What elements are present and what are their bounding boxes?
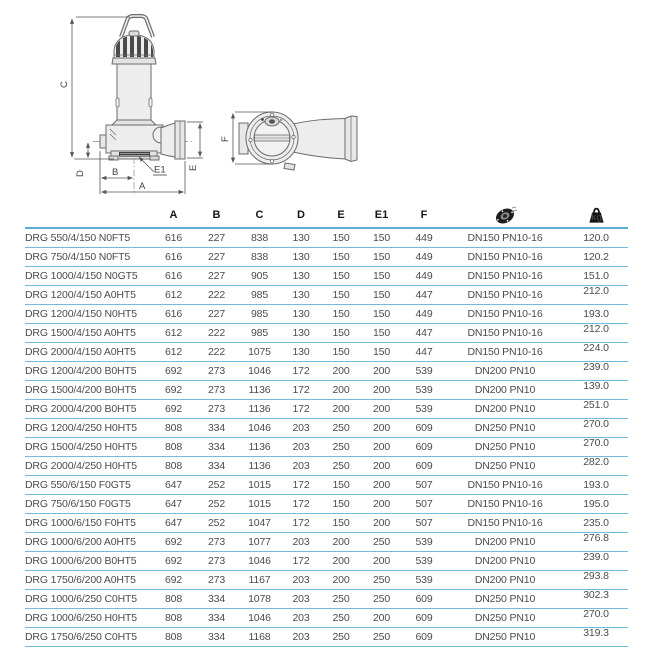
motor-body (117, 64, 151, 120)
dim-b-cell: 222 (195, 324, 238, 343)
table-row (25, 609, 628, 628)
dim-label-c: C (59, 81, 70, 88)
pump-front-view-drawing (213, 95, 378, 200)
dim-e-cell: 250 (321, 609, 361, 628)
dim-d-cell: 130 (281, 343, 321, 362)
flange-cell: DN250 PN10 (446, 628, 564, 647)
dim-e1-cell: 200 (361, 400, 402, 419)
flange-cell: DN200 PN10 (446, 362, 564, 381)
table-row (25, 495, 628, 514)
flange-cell: DN150 PN10-16 (446, 495, 564, 514)
weight-cell: 319.3 (564, 628, 628, 647)
dim-f-cell: 539 (402, 552, 446, 571)
col-header-flange (446, 203, 564, 228)
dim-e1-cell: 250 (361, 571, 402, 590)
dim-e1-cell: 150 (361, 267, 402, 286)
dimensions-table (25, 203, 628, 647)
model-cell: DRG 1200/4/200 B0HT5 (25, 362, 152, 381)
dim-f-cell: 449 (402, 248, 446, 267)
dim-d-cell: 203 (281, 419, 321, 438)
table-row (25, 248, 628, 267)
flange-cell: DN200 PN10 (446, 381, 564, 400)
weight-cell: 193.0 (564, 305, 628, 324)
dim-e1-cell: 250 (361, 590, 402, 609)
dim-c-cell: 1046 (238, 552, 281, 571)
flange-cell: DN150 PN10-16 (446, 343, 564, 362)
flange-cell: DN250 PN10 (446, 438, 564, 457)
model-cell: DRG 1500/4/200 B0HT5 (25, 381, 152, 400)
model-cell: DRG 1000/6/200 A0HT5 (25, 533, 152, 552)
dim-b-cell: 273 (195, 533, 238, 552)
dim-b-cell: 222 (195, 343, 238, 362)
dim-d-cell: 130 (281, 228, 321, 248)
dim-b-cell: 227 (195, 248, 238, 267)
model-cell: DRG 1200/4/150 N0HT5 (25, 305, 152, 324)
dim-b-cell: 227 (195, 267, 238, 286)
flange-cell: DN150 PN10-16 (446, 324, 564, 343)
dim-e-cell: 200 (321, 381, 361, 400)
dim-a-cell: 647 (152, 514, 195, 533)
dim-c-cell: 1136 (238, 457, 281, 476)
dim-a-cell: 616 (152, 228, 195, 248)
table-row (25, 628, 628, 647)
weight-cell: 251.0 (564, 400, 628, 419)
dim-d-cell: 130 (281, 305, 321, 324)
flange-cell: DN150 PN10-16 (446, 248, 564, 267)
dim-a-cell: 808 (152, 628, 195, 647)
dim-d-cell: 203 (281, 609, 321, 628)
dim-e1-cell: 200 (361, 457, 402, 476)
dim-b-cell: 273 (195, 400, 238, 419)
col-header-e1: E1 (361, 203, 402, 228)
table-row (25, 571, 628, 590)
dim-b-cell: 252 (195, 476, 238, 495)
dim-d-cell: 172 (281, 552, 321, 571)
table-row (25, 552, 628, 571)
dim-c-cell: 1047 (238, 514, 281, 533)
dim-e-cell: 250 (321, 628, 361, 647)
flange-cell: DN250 PN10 (446, 419, 564, 438)
dim-e-cell: 250 (321, 419, 361, 438)
pump-side-view-drawing (30, 8, 230, 203)
weight-cell: 239.0 (564, 362, 628, 381)
dim-e-cell: 150 (321, 495, 361, 514)
table-row (25, 438, 628, 457)
flange-cell: DN150 PN10-16 (446, 476, 564, 495)
dim-c-cell: 1078 (238, 590, 281, 609)
dim-f-cell: 609 (402, 590, 446, 609)
dim-d-cell: 130 (281, 286, 321, 305)
col-header-c: C (238, 203, 281, 228)
casing-lug (284, 163, 295, 170)
dim-f-cell: 609 (402, 457, 446, 476)
dim-e-cell: 150 (321, 324, 361, 343)
dim-f-cell: 507 (402, 476, 446, 495)
dim-a-cell: 808 (152, 419, 195, 438)
dim-a-cell: 647 (152, 476, 195, 495)
dim-e1-cell: 150 (361, 305, 402, 324)
weight-cell: 139.0 (564, 381, 628, 400)
dim-b-cell: 227 (195, 305, 238, 324)
model-cell: DRG 1000/6/250 C0HT5 (25, 590, 152, 609)
dim-b-cell: 273 (195, 381, 238, 400)
dim-b-cell: 273 (195, 571, 238, 590)
model-cell: DRG 2000/4/150 A0HT5 (25, 343, 152, 362)
dim-c-cell: 985 (238, 324, 281, 343)
kg-weight-icon (587, 206, 606, 225)
table-row (25, 286, 628, 305)
dim-f-cell: 447 (402, 286, 446, 305)
model-cell: DRG 1750/6/200 A0HT5 (25, 571, 152, 590)
weight-cell: 282.0 (564, 457, 628, 476)
flange-cell: DN200 PN10 (446, 400, 564, 419)
dim-b-cell: 273 (195, 362, 238, 381)
weight-cell: 293.8 (564, 571, 628, 590)
dim-e1-cell: 200 (361, 609, 402, 628)
dim-c-cell: 838 (238, 248, 281, 267)
dim-b-cell: 222 (195, 286, 238, 305)
col-header-f: F (402, 203, 446, 228)
dim-d-cell: 172 (281, 400, 321, 419)
dim-a-cell: 612 (152, 286, 195, 305)
weight-cell: 212.0 (564, 324, 628, 343)
col-header-weight (564, 203, 628, 228)
table-row (25, 419, 628, 438)
dim-e1-cell: 200 (361, 476, 402, 495)
flange-cell: DN250 PN10 (446, 457, 564, 476)
dim-d-cell: 172 (281, 362, 321, 381)
dim-b-cell: 273 (195, 552, 238, 571)
dim-label-d: D (75, 170, 86, 177)
dim-c-cell: 1046 (238, 419, 281, 438)
table-row (25, 267, 628, 286)
dim-c-cell: 1077 (238, 533, 281, 552)
dim-e-cell: 200 (321, 571, 361, 590)
dim-f-cell: 539 (402, 381, 446, 400)
dim-f-cell: 539 (402, 362, 446, 381)
model-cell: DRG 550/6/150 F0GT5 (25, 476, 152, 495)
flange-cell: DN200 PN10 (446, 552, 564, 571)
dim-a-cell: 808 (152, 457, 195, 476)
dim-e1-cell: 250 (361, 533, 402, 552)
weight-cell: 120.2 (564, 248, 628, 267)
model-cell: DRG 1500/4/250 H0HT5 (25, 438, 152, 457)
dim-d-cell: 203 (281, 457, 321, 476)
dim-b-cell: 252 (195, 495, 238, 514)
weight-cell: 239.0 (564, 552, 628, 571)
flange-cell: DN200 PN10 (446, 571, 564, 590)
model-cell: DRG 2000/4/250 H0HT5 (25, 457, 152, 476)
dim-f-cell: 609 (402, 419, 446, 438)
dim-c-cell: 1046 (238, 362, 281, 381)
weight-cell: 193.0 (564, 476, 628, 495)
dim-e1-cell: 150 (361, 248, 402, 267)
dim-label-b: B (112, 167, 119, 178)
kg-icon-text: kg (590, 211, 602, 223)
dim-d-cell: 203 (281, 628, 321, 647)
dim-c-cell: 1075 (238, 343, 281, 362)
dim-e-cell: 250 (321, 590, 361, 609)
model-cell: DRG 1000/6/150 F0HT5 (25, 514, 152, 533)
dim-e-cell: 250 (321, 457, 361, 476)
table-row (25, 533, 628, 552)
dim-b-cell: 334 (195, 419, 238, 438)
dim-c-cell: 1015 (238, 476, 281, 495)
dim-a-cell: 616 (152, 248, 195, 267)
dim-f-cell: 609 (402, 438, 446, 457)
dim-f-cell: 539 (402, 400, 446, 419)
dim-e1-cell: 200 (361, 362, 402, 381)
volute-front-outline (239, 112, 357, 170)
model-cell: DRG 750/4/150 N0FT5 (25, 248, 152, 267)
dim-a-cell: 808 (152, 590, 195, 609)
dim-a-cell: 692 (152, 552, 195, 571)
model-cell: DRG 550/4/150 N0FT5 (25, 228, 152, 248)
dim-d-cell: 172 (281, 476, 321, 495)
dim-e1-cell: 200 (361, 495, 402, 514)
dim-f-cell: 507 (402, 495, 446, 514)
dim-e-cell: 250 (321, 438, 361, 457)
weight-cell: 151.0 (564, 267, 628, 286)
dim-f-cell: 539 (402, 533, 446, 552)
weight-cell: 120.0 (564, 228, 628, 248)
dim-label-f: F (220, 136, 231, 142)
suction-strainer (119, 152, 150, 157)
dim-e1-cell: 150 (361, 343, 402, 362)
dim-e1-cell: 250 (361, 628, 402, 647)
weight-cell: 270.0 (564, 419, 628, 438)
model-cell: DRG 1200/4/150 A0HT5 (25, 286, 152, 305)
model-column-header (25, 203, 152, 228)
col-header-b: B (195, 203, 238, 228)
dim-b-cell: 334 (195, 457, 238, 476)
weight-cell: 212.0 (564, 286, 628, 305)
model-cell: DRG 2000/4/200 B0HT5 (25, 400, 152, 419)
dim-e1-cell: 200 (361, 381, 402, 400)
dim-label-e1: E1 (154, 164, 166, 176)
dim-a-cell: 692 (152, 571, 195, 590)
dim-f-cell: 447 (402, 324, 446, 343)
dim-e-cell: 200 (321, 400, 361, 419)
model-cell: DRG 1000/6/250 H0HT5 (25, 609, 152, 628)
dim-e-cell: 150 (321, 514, 361, 533)
col-header-d: D (281, 203, 321, 228)
flange-cell: DN150 PN10-16 (446, 286, 564, 305)
flange-cell: DN150 PN10-16 (446, 514, 564, 533)
dim-c-cell: 1136 (238, 438, 281, 457)
flange-icon (492, 205, 518, 225)
dim-d-cell: 130 (281, 324, 321, 343)
dim-a-cell: 808 (152, 438, 195, 457)
dim-a-cell: 692 (152, 362, 195, 381)
table-row (25, 381, 628, 400)
dim-e-cell: 150 (321, 248, 361, 267)
weight-cell: 270.0 (564, 609, 628, 628)
dim-c-cell: 1046 (238, 609, 281, 628)
dim-c-cell: 985 (238, 305, 281, 324)
dim-d-cell: 130 (281, 267, 321, 286)
dim-b-cell: 252 (195, 514, 238, 533)
dim-b-cell: 334 (195, 590, 238, 609)
side-port (100, 135, 106, 148)
discharge-cone (161, 123, 175, 157)
dim-c-cell: 1015 (238, 495, 281, 514)
dim-label-a: A (139, 181, 146, 192)
dim-e-cell: 150 (321, 476, 361, 495)
dim-c-cell: 985 (238, 286, 281, 305)
dim-c-cell: 905 (238, 267, 281, 286)
dim-b-cell: 334 (195, 609, 238, 628)
dim-e1-cell: 150 (361, 228, 402, 248)
dim-label-e: E (188, 164, 199, 171)
dim-f-cell: 539 (402, 571, 446, 590)
dim-f-cell: 449 (402, 267, 446, 286)
model-cell: DRG 1750/6/250 C0HT5 (25, 628, 152, 647)
model-cell: DRG 1200/4/250 H0HT5 (25, 419, 152, 438)
table-row (25, 362, 628, 381)
table-row (25, 324, 628, 343)
table-row (25, 343, 628, 362)
dim-a-cell: 647 (152, 495, 195, 514)
dim-b-cell: 227 (195, 228, 238, 248)
dim-e1-cell: 200 (361, 419, 402, 438)
dim-d-cell: 203 (281, 571, 321, 590)
flange-cell: DN150 PN10-16 (446, 305, 564, 324)
flange-cell: DN250 PN10 (446, 590, 564, 609)
pump-outline (100, 16, 185, 160)
dim-e1-cell: 150 (361, 324, 402, 343)
dim-c-cell: 1167 (238, 571, 281, 590)
dim-c-cell: 838 (238, 228, 281, 248)
dim-c-cell: 1168 (238, 628, 281, 647)
discharge-cone-front (293, 119, 345, 160)
weight-cell: 224.0 (564, 343, 628, 362)
dim-a-cell: 616 (152, 305, 195, 324)
dim-b-cell: 334 (195, 628, 238, 647)
model-cell: DRG 1000/4/150 N0GT5 (25, 267, 152, 286)
col-header-e: E (321, 203, 361, 228)
dim-e-cell: 150 (321, 343, 361, 362)
table-row (25, 305, 628, 324)
dim-a-cell: 808 (152, 609, 195, 628)
dim-e-cell: 200 (321, 552, 361, 571)
model-cell: DRG 1000/6/200 B0HT5 (25, 552, 152, 571)
dim-d-cell: 203 (281, 590, 321, 609)
model-cell: DRG 750/6/150 F0GT5 (25, 495, 152, 514)
dim-f-cell: 449 (402, 228, 446, 248)
dim-f-cell: 609 (402, 609, 446, 628)
dim-a-cell: 692 (152, 381, 195, 400)
col-header-a: A (152, 203, 195, 228)
table-row (25, 476, 628, 495)
table-row (25, 400, 628, 419)
dim-a-cell: 692 (152, 533, 195, 552)
dim-e-cell: 150 (321, 286, 361, 305)
weight-cell: 302.3 (564, 590, 628, 609)
dim-d-cell: 172 (281, 514, 321, 533)
dim-e-cell: 150 (321, 228, 361, 248)
dimensions-table-body (25, 228, 628, 647)
weight-cell: 235.0 (564, 514, 628, 533)
dim-a-cell: 616 (152, 267, 195, 286)
dim-c-cell: 1136 (238, 400, 281, 419)
dim-b-cell: 334 (195, 438, 238, 457)
flange-cell: DN150 PN10-16 (446, 267, 564, 286)
dim-a-cell: 612 (152, 324, 195, 343)
dim-e1-cell: 200 (361, 552, 402, 571)
dim-f-cell: 507 (402, 514, 446, 533)
dim-a-cell: 612 (152, 343, 195, 362)
model-cell: DRG 1500/4/150 A0HT5 (25, 324, 152, 343)
dim-d-cell: 203 (281, 438, 321, 457)
dim-d-cell: 172 (281, 381, 321, 400)
dim-d-cell: 130 (281, 248, 321, 267)
dim-e-cell: 150 (321, 305, 361, 324)
dim-d-cell: 172 (281, 495, 321, 514)
flange-cell: DN250 PN10 (446, 609, 564, 628)
dim-e1-cell: 200 (361, 514, 402, 533)
dim-a-cell: 692 (152, 400, 195, 419)
weight-cell: 270.0 (564, 438, 628, 457)
table-row (25, 228, 628, 248)
flange-cell: DN200 PN10 (446, 533, 564, 552)
dim-f-cell: 449 (402, 305, 446, 324)
dim-c-cell: 1136 (238, 381, 281, 400)
table-row (25, 457, 628, 476)
weight-cell: 276.8 (564, 533, 628, 552)
weight-cell: 195.0 (564, 495, 628, 514)
dim-f-cell: 609 (402, 628, 446, 647)
dim-f-cell: 447 (402, 343, 446, 362)
dim-e1-cell: 200 (361, 438, 402, 457)
dim-e-cell: 200 (321, 533, 361, 552)
dim-e-cell: 150 (321, 267, 361, 286)
dim-d-cell: 203 (281, 533, 321, 552)
flange-cell: DN150 PN10-16 (446, 228, 564, 248)
dim-e-cell: 200 (321, 362, 361, 381)
table-row (25, 590, 628, 609)
dim-e1-cell: 150 (361, 286, 402, 305)
table-header (25, 203, 628, 228)
table-row (25, 514, 628, 533)
